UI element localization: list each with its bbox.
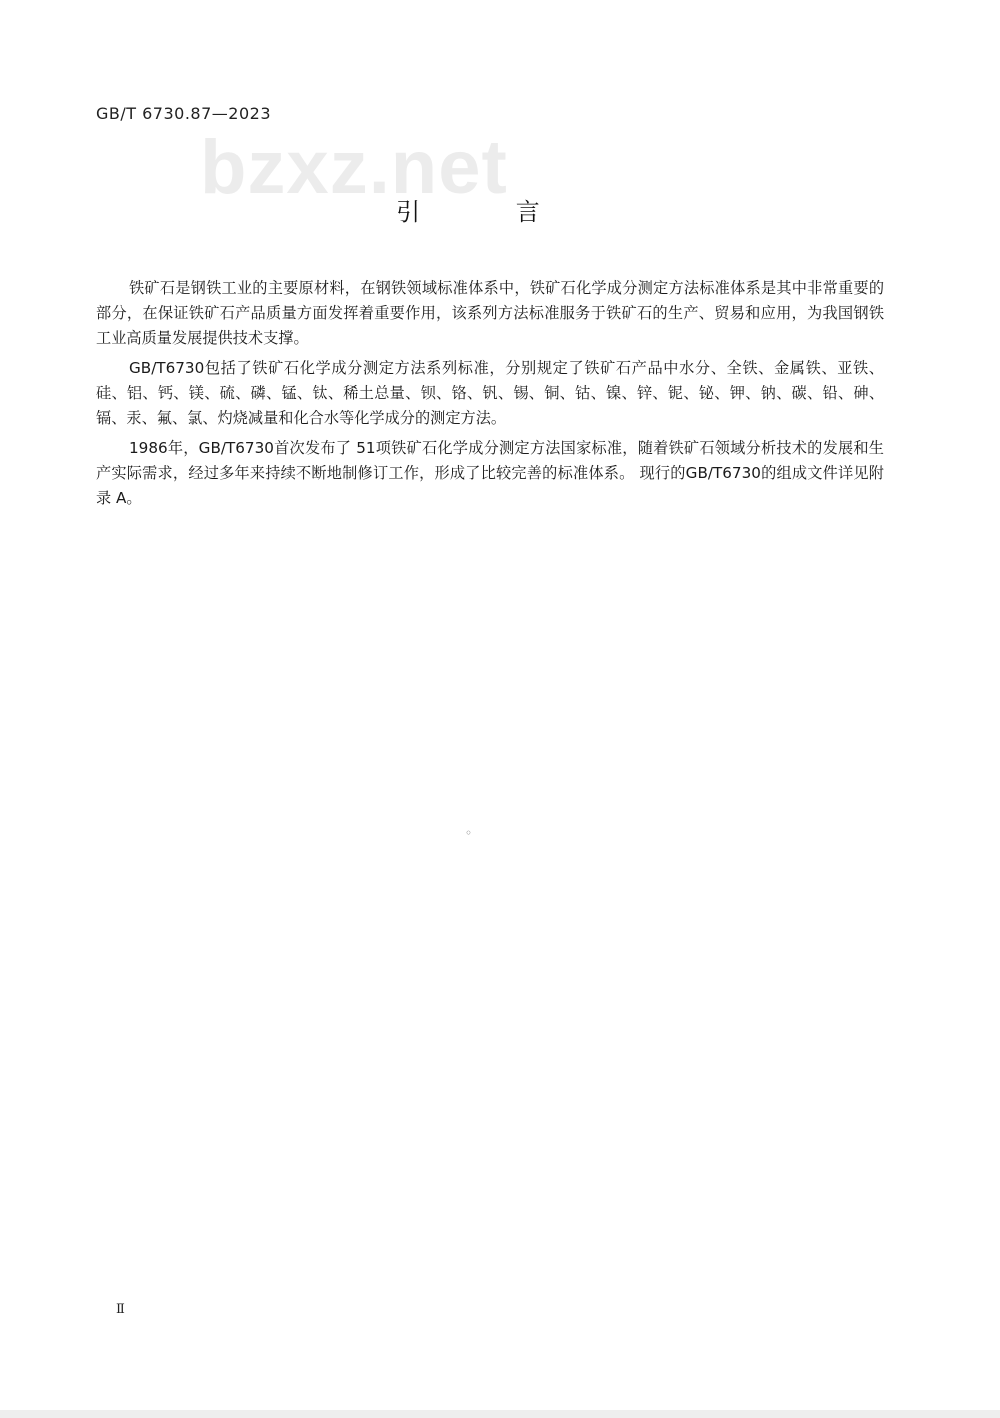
page-number: Ⅱ [116, 1302, 125, 1317]
paragraph-2: GB/T6730包括了铁矿石化学成分测定方法系列标准，分别规定了铁矿石产品中水分、全铁、金属铁、亚铁、硅、铝、钙、镁、硫、磷、锰、钛、稀土总量、钡、铬、钒、锡、铜、钴、镍、锌、铌、铋、钾、钠、碳、铅、砷、镉、汞、氟、氯、灼烧减量和化合水等化学成分的测定方法。 [96, 359, 884, 427]
center-mark: ◦ [465, 826, 473, 840]
watermark: bzxz.net [200, 125, 508, 210]
paragraph-1: 铁矿石是钢铁工业的主要原材料，在钢铁领域标准体系中，铁矿石化学成分测定方法标准体系是其中非常重要的部分，在保证铁矿石产品质量方面发挥着重要作用，该系列方法标准服务于铁矿石的生产、贸易和应用，为我国钢铁工业高质量发展提供技术支撑。 [96, 279, 884, 347]
page-bottom-edge [0, 1410, 1000, 1418]
body-text [96, 276, 884, 516]
standard-code: GB/T 6730.87—2023 [96, 104, 272, 123]
section-title: 引 言 [396, 198, 584, 226]
paragraph-3: 1986年，GB/T6730首次发布了 51项铁矿石化学成分测定方法国家标准，随着铁矿石领域分析技术的发展和生产实际需求，经过多年来持续不断地制修订工作，形成了比较完善的标准体系。 现行的GB/T6730的组成文件详见附录 A。 [96, 439, 884, 507]
